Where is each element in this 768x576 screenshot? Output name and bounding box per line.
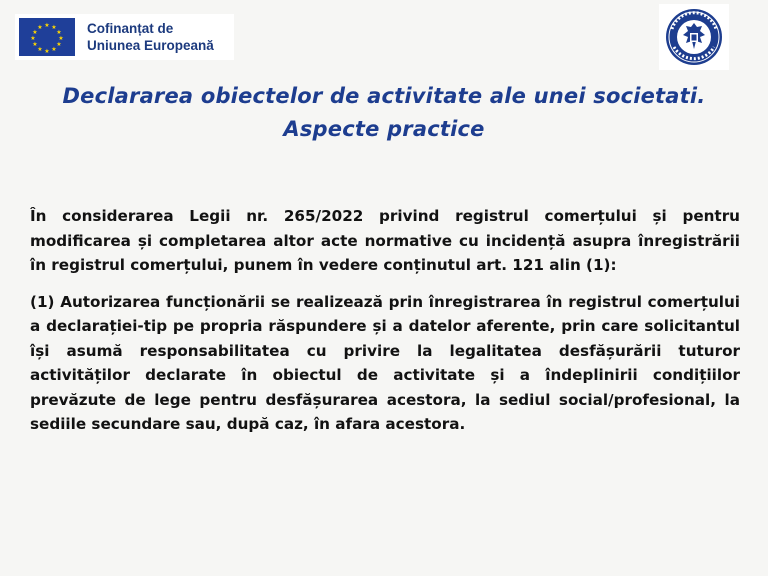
title-line1: Declararea obiectelor de activitate ale unei societati. <box>62 84 706 108</box>
guvernul-romaniei-seal-icon <box>664 7 724 67</box>
eu-logo-line2: Uniunea Europeană <box>87 38 214 53</box>
svg-text:★: ★ <box>37 24 43 31</box>
svg-text:★: ★ <box>56 29 62 36</box>
svg-text:★: ★ <box>44 48 50 55</box>
eu-logo-text <box>87 20 214 54</box>
eu-flag-icon <box>19 18 75 56</box>
title-line2: Aspecte practice <box>283 117 485 141</box>
svg-text:★: ★ <box>58 35 64 42</box>
eu-logo-line1: Cofinanțat de <box>87 21 174 36</box>
guvernul-romaniei-logo <box>659 4 729 70</box>
svg-text:★: ★ <box>51 24 57 31</box>
svg-text:★: ★ <box>37 46 43 53</box>
svg-text:★: ★ <box>30 35 36 42</box>
document-body <box>30 204 740 449</box>
page-title <box>0 80 768 146</box>
svg-text:★: ★ <box>32 41 38 48</box>
svg-text:★: ★ <box>44 22 50 29</box>
svg-text:★: ★ <box>51 46 57 53</box>
article-paragraph: (1) Autorizarea funcționării se realizează prin înregistrarea în registrul comerțului a declarației-tip pe propria răspundere și a datelor aferente, prin care solicitantul își asumă responsabilitatea cu privire la legalitatea desfășurării tuturor activităților declarate în obiectul de activitate și a îndeplinirii condițiilor prevăzute de lege pentru desfășurarea acestora, la sediul social/profesional, la sediile secundare sau, după caz, în afara acestora. <box>30 292 740 433</box>
intro-paragraph: În considerarea Legii nr. 265/2022 privind registrul comerțului și pentru modificarea și completarea altor acte normative cu incidență asupra înregistrării în registrul comerțului, punem în vedere conținutul art. 121 alin (1): <box>30 207 740 274</box>
svg-text:★: ★ <box>32 29 38 36</box>
eu-cofinancing-logo <box>15 14 234 60</box>
svg-text:★: ★ <box>56 41 62 48</box>
